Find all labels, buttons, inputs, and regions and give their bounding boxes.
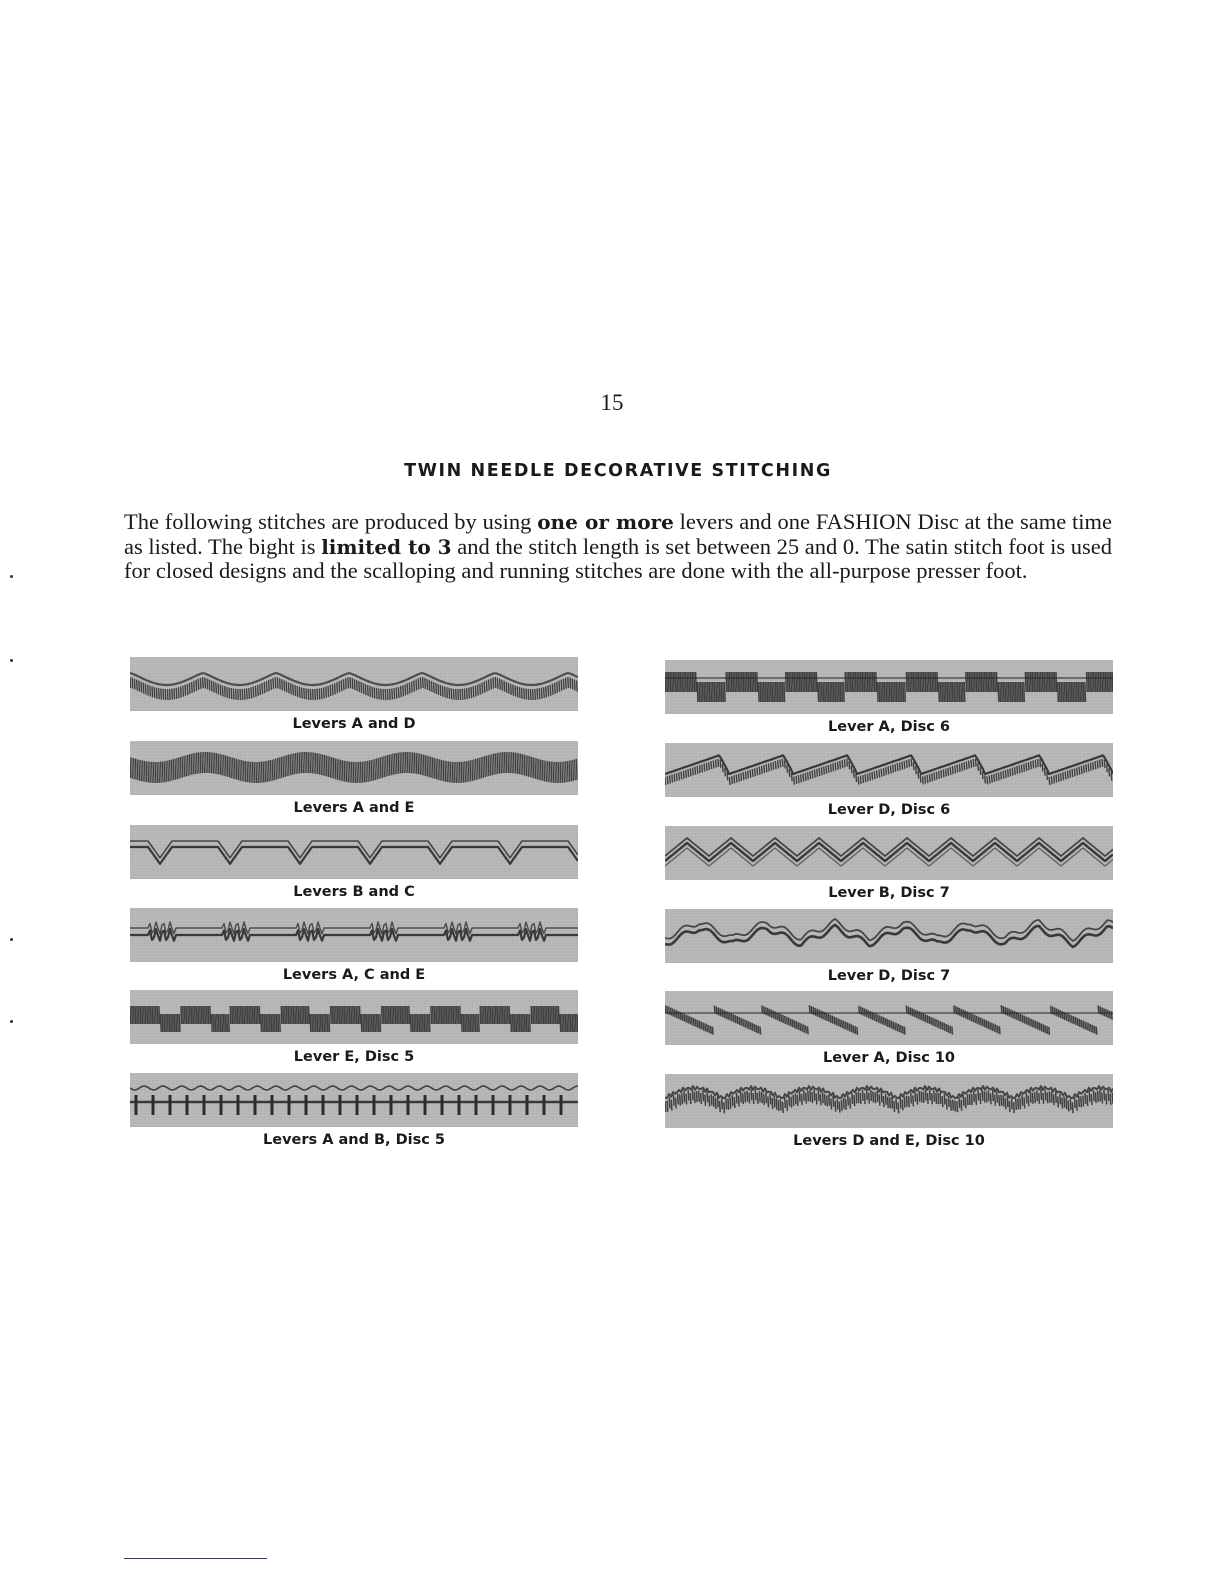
stitch-sample-caption: Levers A and B, Disc 5 bbox=[263, 1132, 445, 1148]
stitch-sample-caption: Lever A, Disc 6 bbox=[828, 719, 950, 735]
stitch-sample-image bbox=[130, 825, 578, 879]
stitch-sample bbox=[130, 990, 578, 1065]
stitch-sample-image bbox=[130, 908, 578, 962]
stitch-sample bbox=[130, 657, 578, 732]
intro-paragraph bbox=[124, 510, 1112, 584]
stitch-sample bbox=[130, 741, 578, 816]
stitch-sample bbox=[665, 743, 1113, 818]
stitch-sample-image bbox=[665, 991, 1113, 1045]
stitch-sample-caption: Lever E, Disc 5 bbox=[293, 1049, 415, 1065]
stitch-sample bbox=[665, 991, 1113, 1066]
stitch-sample bbox=[665, 826, 1113, 901]
stitch-sample-caption: Levers A, C and E bbox=[282, 967, 426, 983]
stitch-sample-image bbox=[130, 741, 578, 795]
intro-emphasis: one or more bbox=[537, 510, 674, 534]
stitch-sample-caption: Lever A, Disc 10 bbox=[822, 1050, 956, 1066]
speck bbox=[10, 1020, 13, 1023]
stitch-sample-caption: Lever D, Disc 6 bbox=[827, 802, 951, 818]
page-number: 15 bbox=[600, 390, 624, 415]
intro-emphasis: limited to 3 bbox=[321, 534, 452, 559]
speck bbox=[10, 575, 13, 578]
intro-text: levers and one FASHION Disc at the same time as listed. The bight is bbox=[124, 509, 1113, 559]
speck bbox=[10, 938, 13, 941]
stitch-sample bbox=[665, 909, 1113, 984]
stitch-sample-image bbox=[665, 1074, 1113, 1128]
speck bbox=[10, 659, 13, 662]
stitch-sample-image bbox=[130, 1073, 578, 1127]
stitch-sample bbox=[130, 908, 578, 983]
stitch-sample-caption: Levers B and C bbox=[293, 884, 415, 900]
intro-text: The following stitches are produced by using bbox=[124, 509, 538, 534]
section-heading: TWIN NEEDLE DECORATIVE STITCHING bbox=[404, 461, 832, 481]
stitch-sample bbox=[130, 825, 578, 900]
stitch-sample-caption: Lever B, Disc 7 bbox=[828, 885, 950, 901]
footnote-rule bbox=[124, 1558, 267, 1559]
stitch-sample bbox=[665, 1074, 1113, 1149]
intro-text: and the stitch length is set between 25 and 0. The satin stitch foot is used for closed designs and the scalloping and running stitches are done with the all-purpose presser foot. bbox=[124, 533, 1113, 583]
stitch-sample-caption: Levers A and E bbox=[293, 800, 415, 816]
stitch-sample-caption: Levers D and E, Disc 10 bbox=[793, 1133, 985, 1149]
stitch-sample-caption: Lever D, Disc 7 bbox=[827, 968, 951, 984]
stitch-sample-image bbox=[665, 743, 1113, 797]
stitch-sample-image bbox=[665, 660, 1113, 714]
stitch-sample bbox=[130, 1073, 578, 1148]
stitch-sample-caption: Levers A and D bbox=[292, 716, 416, 732]
stitch-sample bbox=[665, 660, 1113, 735]
stitch-sample-image bbox=[130, 990, 578, 1044]
stitch-sample-image bbox=[665, 826, 1113, 880]
stitch-sample-image bbox=[665, 909, 1113, 963]
stitch-sample-image bbox=[130, 657, 578, 711]
